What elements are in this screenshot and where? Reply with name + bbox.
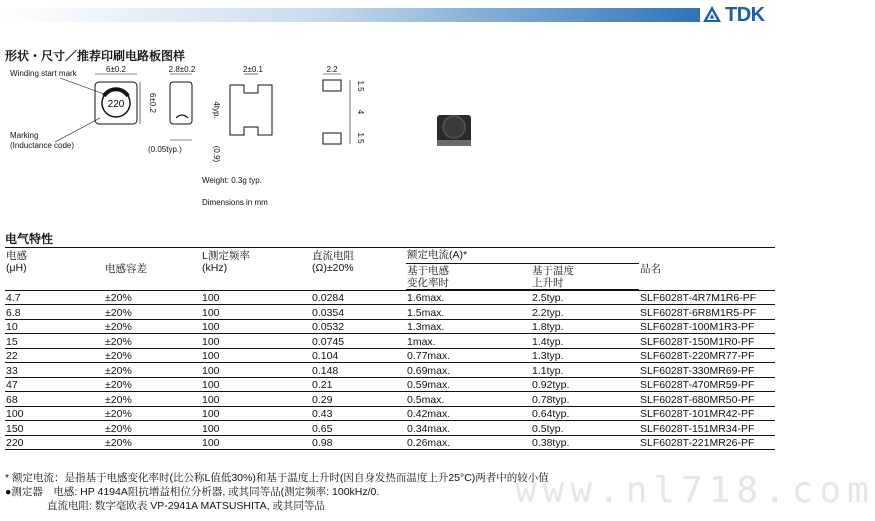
- table-row: [5, 305, 775, 320]
- table-cell: ±20%: [104, 421, 201, 436]
- table-cell: 0.92typ.: [531, 377, 639, 392]
- table-row: [5, 435, 775, 450]
- table-row: [5, 363, 775, 378]
- table-cell: 68: [5, 392, 104, 407]
- table-cell: 0.21: [311, 377, 406, 392]
- table-row: [5, 421, 775, 436]
- table-cell: 100: [201, 406, 311, 421]
- marking-sub-label: (Inductance code): [10, 141, 75, 150]
- table-cell: 1.8typ.: [531, 319, 639, 334]
- table-cell: 0.104: [311, 348, 406, 363]
- table-cell: 0.69max.: [406, 363, 531, 378]
- table-body: [5, 290, 775, 450]
- dim-thickness: 2.8±0.2: [168, 65, 196, 74]
- tdk-logo: [702, 3, 790, 27]
- table-cell: 1max.: [406, 334, 531, 349]
- table-cell: 0.77max.: [406, 348, 531, 363]
- table-cell: 2.2typ.: [531, 305, 639, 320]
- dim-width: 6±0.2: [106, 65, 126, 74]
- table-cell: SLF6028T-4R7M1R6-PF: [639, 290, 775, 305]
- table-cell: 0.38typ.: [531, 435, 639, 450]
- pad-dim-top: 1.5: [356, 80, 365, 92]
- table-cell: 0.26max.: [406, 435, 531, 450]
- table-cell: 10: [5, 319, 104, 334]
- header-bar: [0, 0, 794, 28]
- table-row: [5, 290, 775, 305]
- dim-typ: (0.05typ.): [148, 145, 182, 154]
- dim-terminal: 2±0.1: [243, 65, 263, 74]
- table-cell: 0.43: [311, 406, 406, 421]
- land-pattern-drawing: [323, 65, 365, 144]
- table-cell: 0.64typ.: [531, 406, 639, 421]
- table-cell: ±20%: [104, 377, 201, 392]
- table-cell: 1.3typ.: [531, 348, 639, 363]
- table-cell: 1.3max.: [406, 319, 531, 334]
- tdk-emblem-icon: [702, 5, 722, 25]
- table-cell: 100: [201, 363, 311, 378]
- table-row: [5, 406, 775, 421]
- table-cell: 22: [5, 348, 104, 363]
- table-cell: 6.8: [5, 305, 104, 320]
- table-cell: 0.0532: [311, 319, 406, 334]
- table-cell: SLF6028T-220MR77-PF: [639, 348, 775, 363]
- table-cell: 0.0354: [311, 305, 406, 320]
- header-dc-resistance: 直流电阻 (Ω)±20%: [312, 250, 354, 274]
- table-cell: 100: [201, 290, 311, 305]
- table-cell: 1.6max.: [406, 290, 531, 305]
- table-cell: 1.5max.: [406, 305, 531, 320]
- table-cell: SLF6028T-6R8M1R5-PF: [639, 305, 775, 320]
- table-cell: 100: [201, 392, 311, 407]
- table-cell: SLF6028T-101MR42-PF: [639, 406, 775, 421]
- marking-label: Marking: [10, 131, 39, 140]
- table-cell: ±20%: [104, 363, 201, 378]
- table-cell: SLF6028T-221MR26-PF: [639, 435, 775, 450]
- table-cell: 1.1typ.: [531, 363, 639, 378]
- table-cell: SLF6028T-100M1R3-PF: [639, 319, 775, 334]
- dim-4typ: 4typ.: [212, 101, 221, 119]
- table-cell: 100: [5, 406, 104, 421]
- table-row: [5, 319, 775, 334]
- table-cell: ±20%: [104, 348, 201, 363]
- table-cell: ±20%: [104, 305, 201, 320]
- shape-section-title: 形状・尺寸／推荐印刷电路板图样: [5, 49, 186, 63]
- table-row: [5, 348, 775, 363]
- header-by-inductance-change: 基于电感 变化率时: [406, 263, 531, 289]
- table-cell: 15: [5, 334, 104, 349]
- table-cell: SLF6028T-150M1R0-PF: [639, 334, 775, 349]
- note-measurement-inductance: ●测定器 电感: HP 4194A阻抗增益相位分析器, 或其同等品(测定频率: 100kHz/0.: [5, 486, 380, 498]
- header-test-frequency: L测定频率 (kHz): [202, 250, 250, 274]
- note-measurement-dcr: 直流电阻: 数字毫欧表 VP-2941A MATSUSHITA, 或其同等品: [5, 500, 325, 512]
- inductance-code: 220: [107, 99, 125, 110]
- pad-dim-bottom: 1.5: [356, 132, 365, 144]
- header-tolerance: 电感容差: [105, 262, 147, 275]
- table-cell: 0.0284: [311, 290, 406, 305]
- electrical-table: [5, 247, 775, 450]
- table-cell: 2.5typ.: [531, 290, 639, 305]
- table-cell: 0.148: [311, 363, 406, 378]
- table-cell: 0.5max.: [406, 392, 531, 407]
- header-rated-current: 额定电流(A)*: [406, 248, 639, 264]
- table-cell: 47: [5, 377, 104, 392]
- pad-width: 2.2: [326, 65, 338, 74]
- table-cell: 4.7: [5, 290, 104, 305]
- table-cell: 0.65: [311, 421, 406, 436]
- dim-height: 6±0.2: [148, 93, 157, 113]
- table-cell: 0.0745: [311, 334, 406, 349]
- table-cell: 0.5typ.: [531, 421, 639, 436]
- table-cell: 33: [5, 363, 104, 378]
- table-cell: 100: [201, 305, 311, 320]
- table-cell: ±20%: [104, 406, 201, 421]
- table-cell: 220: [5, 435, 104, 450]
- table-cell: 100: [201, 334, 311, 349]
- dim-09: (0.9): [212, 145, 221, 163]
- table-cell: 150: [5, 421, 104, 436]
- table-cell: ±20%: [104, 290, 201, 305]
- table-cell: 0.78typ.: [531, 392, 639, 407]
- header-gradient-band: [0, 8, 700, 22]
- product-photo: [437, 115, 471, 146]
- table-cell: 0.59max.: [406, 377, 531, 392]
- pad-dim-gap: 4: [356, 109, 365, 115]
- table-cell: SLF6028T-470MR59-PF: [639, 377, 775, 392]
- winding-start-label: Winding start mark: [10, 69, 77, 78]
- table-cell: ±20%: [104, 435, 201, 450]
- table-cell: SLF6028T-680MR50-PF: [639, 392, 775, 407]
- footnotes: [5, 471, 549, 513]
- table-cell: 1.4typ.: [531, 334, 639, 349]
- table-cell: SLF6028T-330MR69-PF: [639, 363, 775, 378]
- bottom-view-drawing: [212, 65, 272, 163]
- table-cell: 0.42max.: [406, 406, 531, 421]
- weight-note: Weight: 0.3g typ.: [202, 176, 262, 185]
- table-row: [5, 392, 775, 407]
- table-cell: 100: [201, 348, 311, 363]
- table-cell: 100: [201, 319, 311, 334]
- table-cell: ±20%: [104, 392, 201, 407]
- table-row: [5, 377, 775, 392]
- table-cell: 100: [201, 421, 311, 436]
- dimension-drawings: [0, 60, 794, 220]
- table-cell: ±20%: [104, 319, 201, 334]
- watermark: www.nl718.com: [515, 470, 875, 511]
- table-cell: SLF6028T-151MR34-PF: [639, 421, 775, 436]
- header-part-number: 品名: [640, 262, 661, 275]
- brand-name: TDK: [725, 3, 765, 26]
- table-row: [5, 334, 775, 349]
- electrical-section-title: 电气特性: [5, 232, 54, 246]
- note-rated-current: * 额定电流：是指基于电感变化率时(比公称L值低30%)和基于温度上升时(因自身发热而温度上升25°C)两者中的较小值: [5, 472, 549, 484]
- header-by-temperature-rise: 基于温度 上升时: [531, 263, 639, 289]
- header-inductance: 电感 (μH): [6, 250, 27, 274]
- table-cell: 0.34max.: [406, 421, 531, 436]
- table-cell: 0.98: [311, 435, 406, 450]
- table-cell: 0.29: [311, 392, 406, 407]
- table-cell: 100: [201, 377, 311, 392]
- table-cell: 100: [201, 435, 311, 450]
- table-cell: ±20%: [104, 334, 201, 349]
- dimensions-unit-note: Dimensions in mm: [202, 198, 268, 207]
